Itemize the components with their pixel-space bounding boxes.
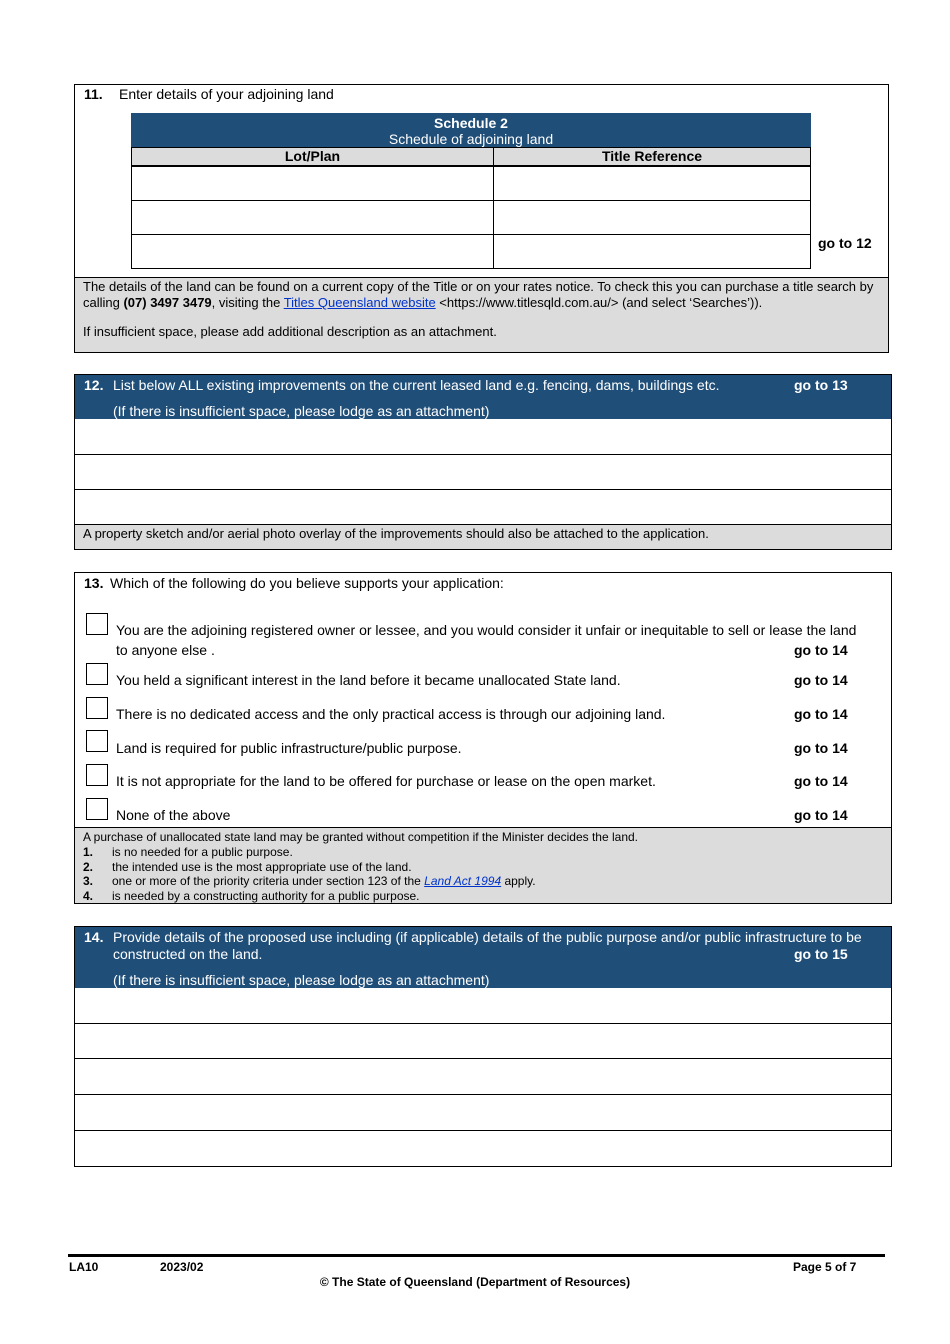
lot-plan-input-1[interactable] [131,166,494,201]
land-act-link[interactable]: Land Act 1994 [424,874,502,888]
note-item-number: 4. [83,889,94,903]
section-11-title: Enter details of your adjoining land [119,86,334,102]
option-3-label: There is no dedicated access and the only practical access is through our adjoining land. [116,706,666,722]
section-13-note [75,827,891,903]
lot-plan-input-2[interactable] [131,200,494,235]
lot-plan-input-3[interactable] [131,234,494,269]
footer-form-code: LA10 [69,1260,99,1274]
section-11-note-line-1: The details of the land can be found on a current copy of the Title or on your rates notice. To check this you can purchase a title search by [83,279,874,294]
option-2-label: You held a significant interest in the land before it became unallocated State land. [116,672,621,688]
section-11 [74,84,889,353]
section-13 [74,572,892,904]
section-14-title-line-1: Provide details of the proposed use including (if applicable) details of the public purpose and/or public infrastructure to be [113,929,862,945]
proposed-use-line-1[interactable] [75,988,891,1024]
goto-15: go to 15 [794,946,848,962]
option-4-goto: go to 14 [794,740,848,756]
note-item-number: 1. [83,845,94,859]
section-12-note: A property sketch and/or aerial photo overlay of the improvements should also be attached to the application. [75,525,891,549]
note-item-1 [83,845,293,859]
title-reference-input-3[interactable] [493,234,811,269]
option-3-goto: go to 14 [794,706,848,722]
footer-version: 2023/02 [160,1260,204,1274]
section-14-subtitle: (If there is insufficient space, please lodge as an attachment) [113,972,490,988]
option-2-checkbox[interactable] [86,663,108,685]
improvement-line-1[interactable] [75,419,891,455]
footer-rule [68,1254,885,1257]
section-11-note-line-2 [83,295,762,310]
note-item-number: 2. [83,860,94,874]
title-reference-input-1[interactable] [493,166,811,201]
option-6-goto: go to 14 [794,807,848,823]
section-14 [74,926,892,1167]
proposed-use-line-2[interactable] [75,1024,891,1059]
option-4-label: Land is required for public infrastructure/public purpose. [116,740,462,756]
footer-copyright: © The State of Queensland (Department of Resources) [319,1275,631,1289]
section-12 [74,374,892,550]
footer-page-number: Page 5 of 7 [793,1260,857,1274]
option-6-label: None of the above [116,807,231,823]
option-1-goto: go to 14 [794,642,848,658]
section-12-header [75,375,891,419]
column-header-title-reference: Title Reference [493,147,811,166]
improvement-line-3[interactable] [75,490,891,525]
option-6-checkbox[interactable] [86,798,108,820]
option-2-goto: go to 14 [794,672,848,688]
section-13-title: Which of the following do you believe supports your application: [110,575,504,591]
note-item-text: is no needed for a public purpose. [112,845,293,859]
option-1-label-line-1: You are the adjoining registered owner or lessee, and you would consider it unfair or inequitable to sell or lease the land [116,622,857,638]
schedule-header [131,113,811,147]
option-1-label-line-2: to anyone else . [116,642,215,658]
section-11-note-line-3: If insufficient space, please add additional description as an attachment. [83,324,497,339]
section-14-title-line-2: constructed on the land. [113,946,263,962]
note-item-4 [83,889,420,903]
section-13-note-intro: A purchase of unallocated state land may be granted without competition if the Minister decides the land. [83,830,638,844]
column-header-lot-plan: Lot/Plan [131,147,494,166]
note-item-text: one or more of the priority criteria under section 123 of the [112,874,425,888]
titles-phone: (07) 3497 3479 [123,295,212,310]
titles-queensland-link[interactable]: Titles Queensland website [283,295,436,310]
note-item-2 [83,860,412,874]
proposed-use-line-5[interactable] [75,1131,891,1166]
proposed-use-line-3[interactable] [75,1059,891,1095]
section-13-number: 13. [84,575,104,591]
option-3-checkbox[interactable] [86,697,108,719]
section-11-note [75,277,888,352]
goto-12: go to 12 [818,235,872,251]
option-5-label: It is not appropriate for the land to be offered for purchase or lease on the open market. [116,773,656,789]
section-12-number: 12. [84,377,104,393]
option-5-checkbox[interactable] [86,764,108,786]
note-text: , visiting the [211,295,284,310]
note-item-number: 3. [83,874,94,888]
schedule-subtitle: Schedule of adjoining land [388,131,554,147]
note-text: calling [83,295,124,310]
option-1-checkbox[interactable] [86,613,108,635]
note-item-text: apply. [501,874,536,888]
improvement-line-2[interactable] [75,455,891,490]
section-14-number: 14. [84,929,104,945]
section-12-subtitle: (If there is insufficient space, please lodge as an attachment) [113,403,490,419]
note-text: <https://www.titlesqld.com.au/> (and select ‘Searches’)). [435,295,763,310]
section-11-number: 11. [84,86,103,102]
schedule-title: Schedule 2 [434,115,508,131]
goto-13: go to 13 [794,377,848,393]
option-5-goto: go to 14 [794,773,848,789]
option-4-checkbox[interactable] [86,730,108,752]
section-12-title: List below ALL existing improvements on the current leased land e.g. fencing, dams, buildings etc. [113,377,720,393]
section-14-header [75,927,891,988]
note-item-text: the intended use is the most appropriate use of the land. [112,860,412,874]
note-item-text: is needed by a constructing authority for a public purpose. [112,889,420,903]
note-item-3 [83,874,536,888]
title-reference-input-2[interactable] [493,200,811,235]
proposed-use-line-4[interactable] [75,1095,891,1131]
